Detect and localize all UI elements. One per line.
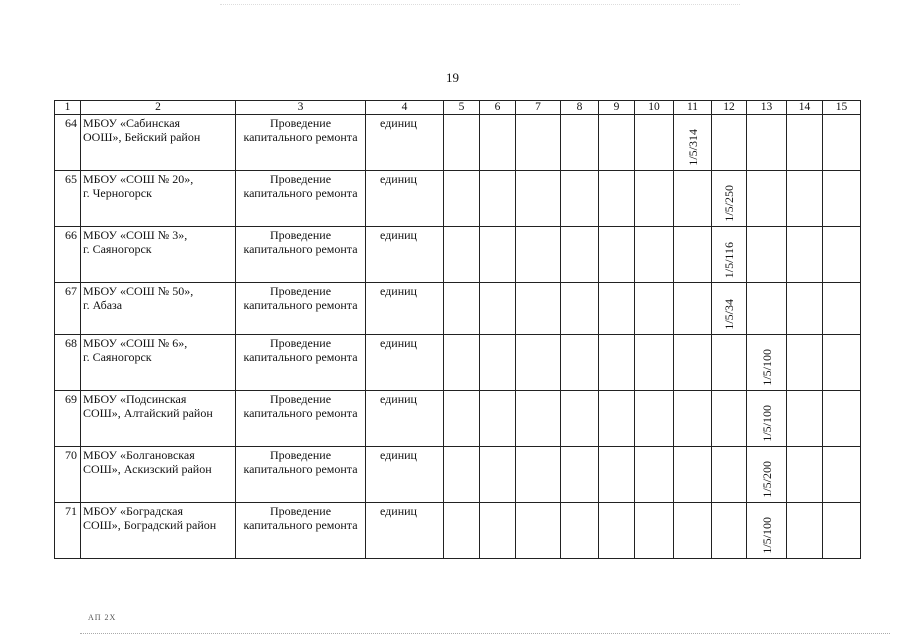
row-number: 71 — [55, 503, 81, 559]
value-cell-col-14 — [787, 391, 823, 447]
rotated-value: 1/5/100 — [759, 517, 774, 554]
column-header: 3 — [236, 101, 366, 115]
rotated-value: 1/5/34 — [722, 299, 736, 330]
work-type-line1: Проведение — [269, 448, 332, 462]
institution-name-line2: ООШ», Бейский район — [83, 130, 201, 144]
value-cell-col-15 — [823, 115, 861, 171]
value-cell-col-7 — [516, 391, 561, 447]
column-header: 10 — [635, 101, 674, 115]
unit-cell: единиц — [366, 335, 444, 391]
value-cell-col-6 — [480, 115, 516, 171]
value-cell-col-6 — [480, 335, 516, 391]
value-cell-col-13 — [747, 447, 787, 503]
row-number: 68 — [55, 335, 81, 391]
value-cell-col-12 — [712, 115, 747, 171]
work-type — [236, 283, 366, 335]
value-cell-col-11 — [674, 447, 712, 503]
column-header: 9 — [599, 101, 635, 115]
work-type — [236, 335, 366, 391]
work-type — [236, 447, 366, 503]
value-cell-col-6 — [480, 447, 516, 503]
row-number: 69 — [55, 391, 81, 447]
value-cell-col-10 — [635, 227, 674, 283]
value-cell-col-11 — [674, 503, 712, 559]
work-type — [236, 115, 366, 171]
work-type — [236, 391, 366, 447]
value-cell-col-13 — [747, 115, 787, 171]
plan-table — [54, 100, 861, 559]
value-cell-col-5 — [444, 171, 480, 227]
value-cell-col-5 — [444, 115, 480, 171]
unit-cell: единиц — [366, 227, 444, 283]
institution-name-line2: г. Саяногорск — [83, 350, 152, 364]
value-cell-col-8 — [561, 171, 599, 227]
table-row — [55, 227, 861, 283]
value-cell-col-8 — [561, 335, 599, 391]
institution-name — [81, 335, 236, 391]
value-cell-col-8 — [561, 283, 599, 335]
value-cell-col-11 — [674, 335, 712, 391]
value-cell-col-8 — [561, 391, 599, 447]
row-number: 67 — [55, 283, 81, 335]
scan-artifact-top — [220, 4, 740, 6]
work-type-line1: Проведение — [269, 392, 332, 406]
value-cell-col-12 — [712, 335, 747, 391]
institution-name-line1: МБОУ «СОШ № 50», — [83, 284, 194, 298]
unit-cell: единиц — [366, 171, 444, 227]
unit-cell: единиц — [366, 283, 444, 335]
work-type-line2: капитального ремонта — [243, 406, 358, 420]
work-type — [236, 227, 366, 283]
value-cell-col-11 — [674, 283, 712, 335]
work-type-line2: капитального ремонта — [243, 186, 358, 200]
value-cell-col-7 — [516, 335, 561, 391]
column-header: 15 — [823, 101, 861, 115]
row-number: 70 — [55, 447, 81, 503]
column-header: 2 — [81, 101, 236, 115]
scan-artifact-bottom — [80, 633, 890, 635]
institution-name — [81, 283, 236, 335]
value-cell-col-5 — [444, 503, 480, 559]
value-cell-col-10 — [635, 283, 674, 335]
value-cell-col-6 — [480, 283, 516, 335]
value-cell-col-7 — [516, 503, 561, 559]
value-cell-col-10 — [635, 335, 674, 391]
value-cell-col-6 — [480, 503, 516, 559]
value-cell-col-13 — [747, 227, 787, 283]
work-type — [236, 171, 366, 227]
value-cell-col-10 — [635, 391, 674, 447]
table-row — [55, 335, 861, 391]
rotated-value: 1/5/314 — [685, 129, 700, 166]
value-cell-col-15 — [823, 391, 861, 447]
table-row — [55, 115, 861, 171]
value-cell-col-13 — [747, 391, 787, 447]
row-number: 65 — [55, 171, 81, 227]
institution-name-line2: СОШ», Аскизский район — [83, 462, 212, 476]
value-cell-col-15 — [823, 447, 861, 503]
table-row — [55, 447, 861, 503]
value-cell-col-11 — [674, 171, 712, 227]
institution-name — [81, 503, 236, 559]
value-cell-col-7 — [516, 171, 561, 227]
value-cell-col-12 — [712, 391, 747, 447]
value-cell-col-7 — [516, 115, 561, 171]
value-cell-col-10 — [635, 503, 674, 559]
institution-name — [81, 171, 236, 227]
value-cell-col-9 — [599, 503, 635, 559]
row-number: 66 — [55, 227, 81, 283]
value-cell-col-15 — [823, 171, 861, 227]
value-cell-col-5 — [444, 227, 480, 283]
value-cell-col-14 — [787, 115, 823, 171]
value-cell-col-6 — [480, 227, 516, 283]
value-cell-col-5 — [444, 447, 480, 503]
institution-name-line2: СОШ», Боградский район — [83, 518, 217, 532]
institution-name-line2: СОШ», Алтайский район — [83, 406, 213, 420]
rotated-value: 1/5/250 — [722, 185, 736, 222]
column-header: 11 — [674, 101, 712, 115]
value-cell-col-9 — [599, 447, 635, 503]
institution-name-line1: МБОУ «Боградская — [83, 504, 184, 518]
value-cell-col-11 — [674, 227, 712, 283]
value-cell-col-7 — [516, 447, 561, 503]
value-cell-col-12 — [712, 227, 747, 283]
institution-name — [81, 447, 236, 503]
institution-name — [81, 227, 236, 283]
value-cell-col-10 — [635, 115, 674, 171]
value-cell-col-15 — [823, 227, 861, 283]
value-cell-col-13 — [747, 283, 787, 335]
work-type-line1: Проведение — [269, 116, 332, 130]
value-cell-col-12 — [712, 171, 747, 227]
value-cell-col-9 — [599, 115, 635, 171]
work-type-line1: Проведение — [269, 284, 332, 298]
column-header: 5 — [444, 101, 480, 115]
value-cell-col-14 — [787, 503, 823, 559]
column-header: 1 — [55, 101, 81, 115]
value-cell-col-13 — [747, 503, 787, 559]
column-header: 8 — [561, 101, 599, 115]
table-row — [55, 171, 861, 227]
value-cell-col-10 — [635, 447, 674, 503]
work-type-line2: капитального ремонта — [243, 462, 358, 476]
value-cell-col-13 — [747, 335, 787, 391]
value-cell-col-12 — [712, 447, 747, 503]
value-cell-col-8 — [561, 227, 599, 283]
table-row — [55, 391, 861, 447]
unit-cell: единиц — [366, 447, 444, 503]
rotated-value: 1/5/100 — [759, 349, 774, 386]
value-cell-col-7 — [516, 283, 561, 335]
column-header: 14 — [787, 101, 823, 115]
value-cell-col-15 — [823, 503, 861, 559]
value-cell-col-13 — [747, 171, 787, 227]
value-cell-col-10 — [635, 171, 674, 227]
value-cell-col-8 — [561, 503, 599, 559]
value-cell-col-9 — [599, 391, 635, 447]
value-cell-col-14 — [787, 447, 823, 503]
value-cell-col-11 — [674, 115, 712, 171]
value-cell-col-14 — [787, 335, 823, 391]
work-type-line2: капитального ремонта — [243, 298, 358, 312]
value-cell-col-6 — [480, 171, 516, 227]
unit-cell: единиц — [366, 503, 444, 559]
value-cell-col-5 — [444, 283, 480, 335]
value-cell-col-14 — [787, 171, 823, 227]
unit-cell: единиц — [366, 391, 444, 447]
value-cell-col-15 — [823, 335, 861, 391]
work-type-line2: капитального ремонта — [243, 130, 358, 144]
header-row — [55, 101, 861, 115]
institution-name-line2: г. Абаза — [83, 298, 123, 312]
value-cell-col-8 — [561, 447, 599, 503]
column-header: 7 — [516, 101, 561, 115]
footer-note: АП 2Х — [88, 613, 117, 622]
row-number: 64 — [55, 115, 81, 171]
value-cell-col-14 — [787, 227, 823, 283]
table-row — [55, 503, 861, 559]
column-header: 13 — [747, 101, 787, 115]
work-type-line2: капитального ремонта — [243, 518, 358, 532]
institution-name-line1: МБОУ «Сабинская — [83, 116, 181, 130]
value-cell-col-5 — [444, 335, 480, 391]
work-type-line2: капитального ремонта — [243, 350, 358, 364]
value-cell-col-7 — [516, 227, 561, 283]
value-cell-col-8 — [561, 115, 599, 171]
value-cell-col-9 — [599, 283, 635, 335]
value-cell-col-9 — [599, 335, 635, 391]
value-cell-col-15 — [823, 283, 861, 335]
column-header: 12 — [712, 101, 747, 115]
rotated-value: 1/5/100 — [759, 405, 774, 442]
page-number: 19 — [446, 70, 459, 85]
rotated-value: 1/5/116 — [722, 241, 736, 278]
institution-name-line1: МБОУ «СОШ № 20», — [83, 172, 194, 186]
table-row — [55, 283, 861, 335]
work-type-line1: Проведение — [269, 504, 332, 518]
value-cell-col-6 — [480, 391, 516, 447]
value-cell-col-9 — [599, 171, 635, 227]
column-header: 4 — [366, 101, 444, 115]
institution-name-line2: г. Черногорск — [83, 186, 152, 200]
institution-name-line1: МБОУ «Болгановская — [83, 448, 195, 462]
value-cell-col-9 — [599, 227, 635, 283]
work-type-line1: Проведение — [269, 336, 332, 350]
value-cell-col-5 — [444, 391, 480, 447]
institution-name-line1: МБОУ «СОШ № 3», — [83, 228, 188, 242]
rotated-value: 1/5/200 — [759, 461, 774, 498]
institution-name — [81, 391, 236, 447]
value-cell-col-12 — [712, 503, 747, 559]
unit-cell: единиц — [366, 115, 444, 171]
value-cell-col-11 — [674, 391, 712, 447]
work-type-line1: Проведение — [269, 228, 332, 242]
work-type — [236, 503, 366, 559]
institution-name-line1: МБОУ «СОШ № 6», — [83, 336, 188, 350]
work-type-line2: капитального ремонта — [243, 242, 358, 256]
institution-name — [81, 115, 236, 171]
value-cell-col-12 — [712, 283, 747, 335]
work-type-line1: Проведение — [269, 172, 332, 186]
value-cell-col-14 — [787, 283, 823, 335]
institution-name-line2: г. Саяногорск — [83, 242, 152, 256]
institution-name-line1: МБОУ «Подсинская — [83, 392, 187, 406]
column-header: 6 — [480, 101, 516, 115]
